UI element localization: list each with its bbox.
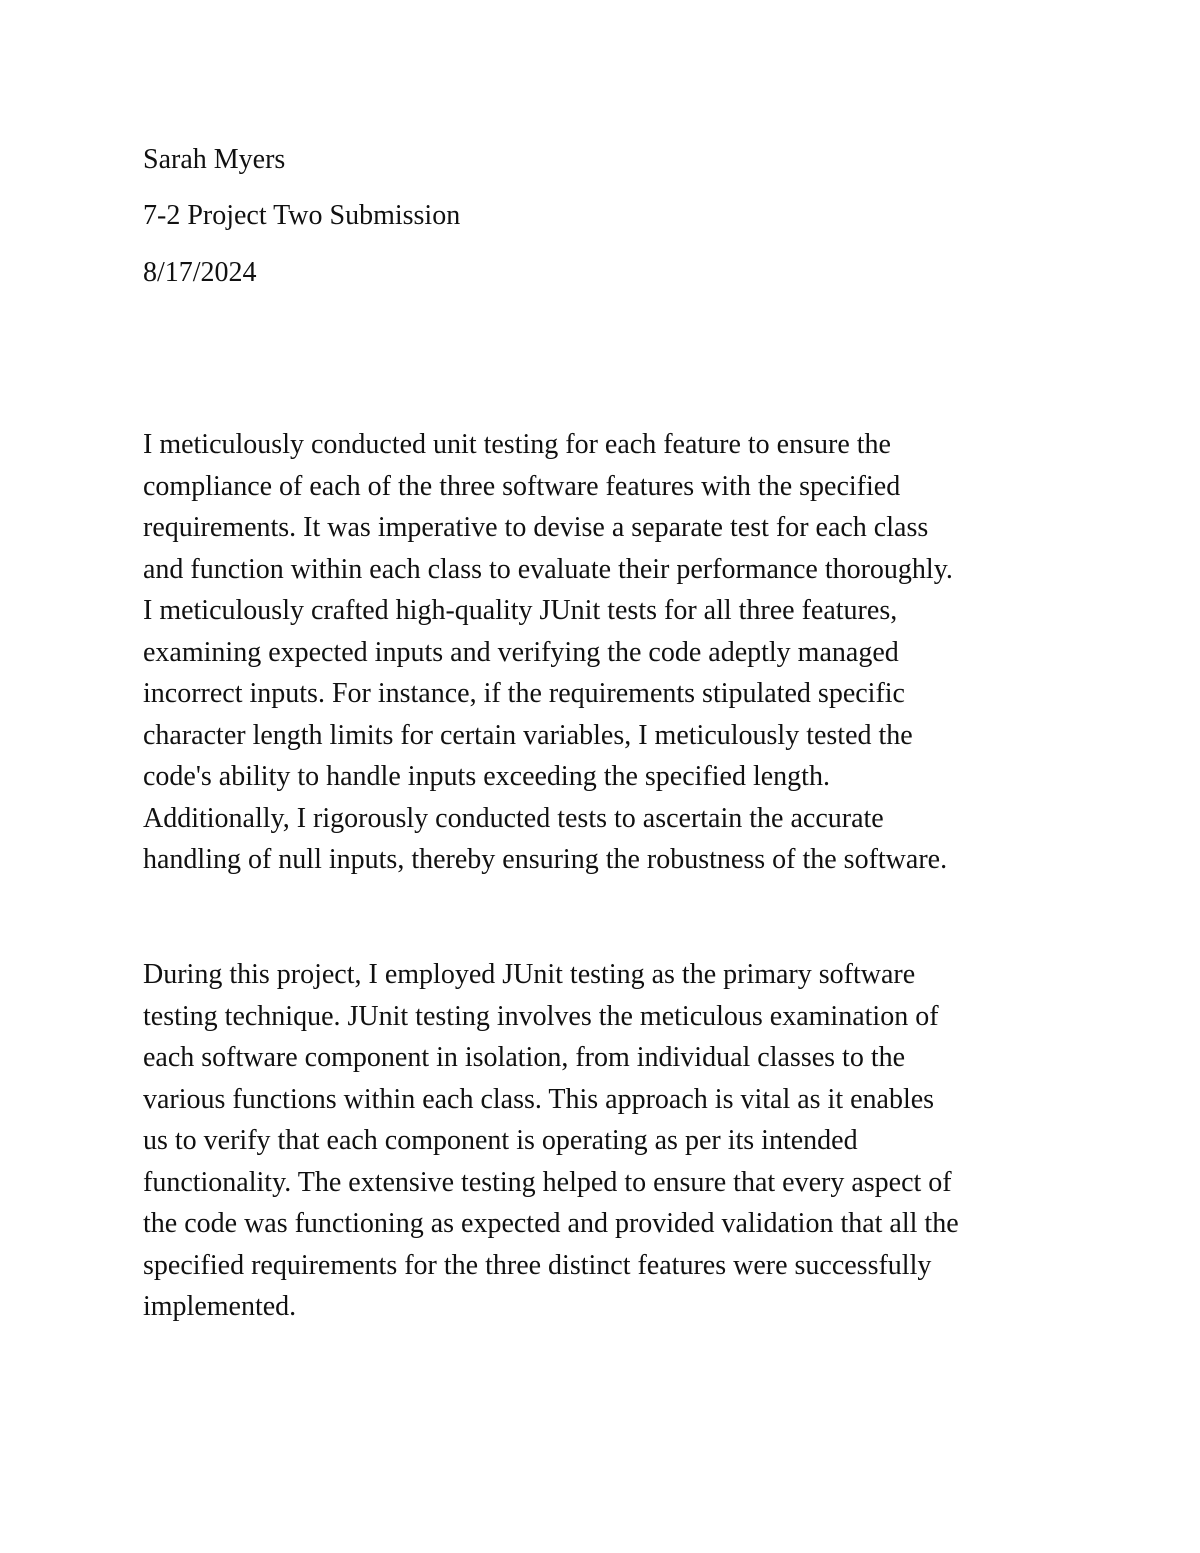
paragraph-line: various functions within each class. This approach is vital as it enables — [143, 1083, 935, 1115]
paragraph-line: I meticulously conducted unit testing for each feature to ensure the — [143, 429, 891, 460]
paragraph-line: handling of null inputs, thereby ensuring the robustness of the software. — [143, 844, 948, 875]
submission-date: 8/17/2024 — [143, 257, 257, 288]
paragraph-line: implemented. — [143, 1291, 297, 1322]
paragraph-line: us to verify that each component is operating as per its intended — [143, 1125, 858, 1156]
paragraph-line: and function within each class to evaluate their performance thoroughly. — [143, 553, 953, 585]
body-paragraph-2 — [143, 954, 1073, 1328]
paragraph-line: Additionally, I rigorously conducted tests to ascertain the accurate — [143, 802, 884, 834]
paragraph-line: compliance of each of the three software features with the specified — [143, 470, 901, 502]
paragraph-line: examining expected inputs and verifying the code adeptly managed — [143, 636, 899, 668]
paragraph-line: code's ability to handle inputs exceeding the specified length. — [143, 761, 830, 792]
author-name: Sarah Myers — [143, 144, 286, 175]
paragraph-line: the code was functioning as expected and provided validation that all the — [143, 1208, 959, 1239]
paragraph-line: requirements. It was imperative to devise a separate test for each class — [143, 512, 929, 543]
paragraph-line: I meticulously crafted high-quality JUnit tests for all three features, — [143, 595, 898, 626]
paragraph-line: incorrect inputs. For instance, if the requirements stipulated specific — [143, 678, 905, 709]
paragraph-line: each software component in isolation, from individual classes to the — [143, 1042, 906, 1073]
assignment-title: 7-2 Project Two Submission — [143, 200, 461, 231]
paragraph-line: testing technique. JUnit testing involves the meticulous examination of — [143, 1000, 939, 1032]
paragraph-line: functionality. The extensive testing helped to ensure that every aspect of — [143, 1166, 952, 1198]
paragraph-line: character length limits for certain variables, I meticulously tested the — [143, 719, 913, 751]
paragraph-line: specified requirements for the three distinct features were successfully — [143, 1249, 932, 1281]
paragraph-line: During this project, I employed JUnit testing as the primary software — [143, 959, 916, 990]
body-paragraph-1 — [143, 424, 1073, 881]
